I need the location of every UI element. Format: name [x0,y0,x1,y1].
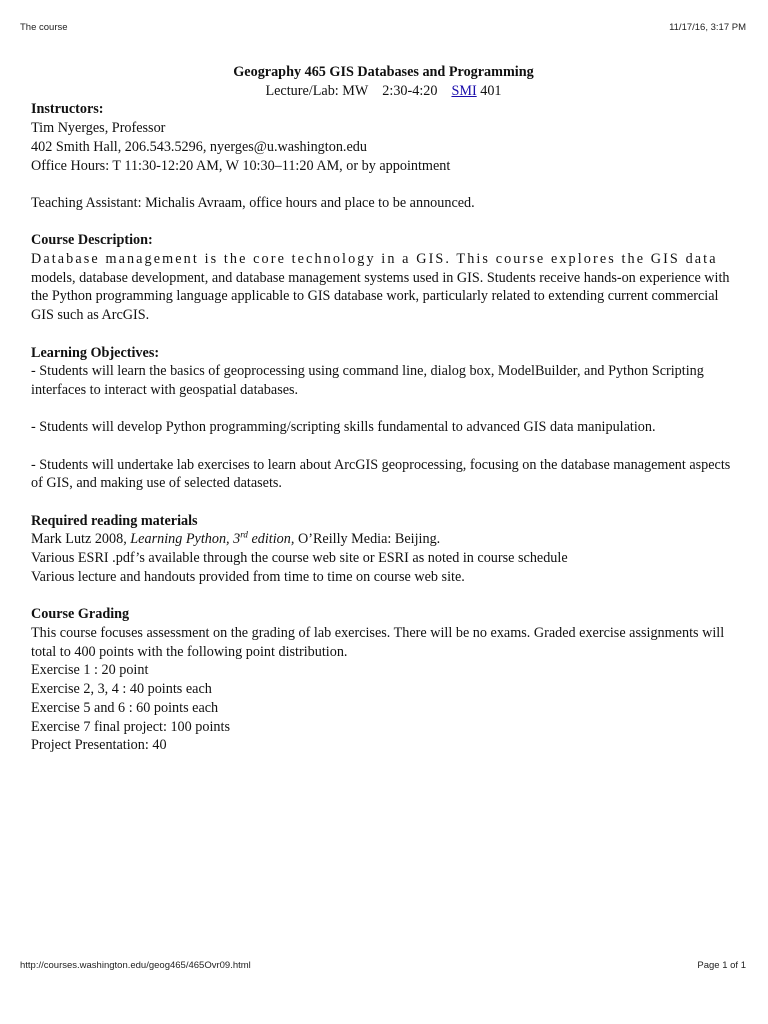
reading-book: Mark Lutz 2008, Learning Python, 3rd edition, O’Reilly Media: Beijing. [31,529,441,548]
objective-item: - Students will develop Python programming/scripting skills fundamental to advanced GIS data manipulation. [31,419,656,436]
objective-item: - Students will learn the basics of geoprocessing using command line, dialog box, ModelBuilder, and Python Scripting interfaces to interact with geospatial databases. [31,363,704,398]
grading-heading: Course Grading [31,606,130,623]
instructors-heading: Instructors: [31,101,104,118]
grading-item: Exercise 7 final project: 100 points [31,718,230,735]
reading-section [31,512,736,587]
grading-item: Exercise 1 : 20 point [31,662,149,679]
print-datetime: 11/17/16, 3:17 PM [669,22,746,33]
description-section [31,231,736,325]
page-title: The course [20,22,68,33]
objectives-section [31,344,736,494]
instructors-section [31,100,736,212]
grading-item: Project Presentation: 40 [31,737,167,754]
grading-intro: This course focuses assessment on the grading of lab exercises. There will be no exams. Graded exercise assignments will total to 400 points with the following point distribution. [31,624,725,660]
page-url: http://courses.washington.edu/geog465/465Ovr09.html [20,960,251,971]
grading-item: Exercise 5 and 6 : 60 points each [31,699,219,716]
description-text: models, database development, and database management systems used in GIS. Students receive hands-on experience with the Python programming language applicable to GIS database work, particularly related to extending current commercial GIS such as ArcGIS. [31,269,730,324]
page-number: Page 1 of 1 [697,960,746,971]
lecture-label: Lecture/Lab: MW [265,82,369,99]
course-title: Geography 465 GIS Databases and Programming [233,64,534,80]
office-hours: Office Hours: T 11:30-12:20 AM, W 10:30–11:20 AM, or by appointment [31,157,451,174]
reading-heading: Required reading materials [31,512,198,529]
lecture-time: 2:30-4:20 [382,82,438,99]
instructor-contact: 402 Smith Hall, 206.543.5296, nyerges@u.washington.edu [31,138,367,155]
title-block [31,63,736,100]
room-number: 401 [480,82,502,99]
reading-item: Various lecture and handouts provided from time to time on course web site. [31,568,465,585]
document-body [31,63,736,755]
description-heading: Course Description: [31,232,153,249]
lecture-info [31,82,736,101]
grading-section [31,605,736,755]
description-first-line: Database management is the core technology in a GIS. This course explores the GIS data [31,251,718,267]
room-link[interactable]: SMI [451,82,477,99]
grading-item: Exercise 2, 3, 4 : 40 points each [31,681,212,698]
instructor-name: Tim Nyerges, Professor [31,120,166,137]
objectives-heading: Learning Objectives: [31,344,160,361]
reading-item: Various ESRI .pdf’s available through the course web site or ESRI as noted in course schedule [31,550,568,567]
print-footer [20,960,746,971]
teaching-assistant: Teaching Assistant: Michalis Avraam, office hours and place to be announced. [31,194,475,211]
print-header [20,22,746,33]
objective-item: - Students will undertake lab exercises to learn about ArcGIS geoprocessing, focusing on the database management aspects of GIS, and making use of selected datasets. [31,456,731,492]
